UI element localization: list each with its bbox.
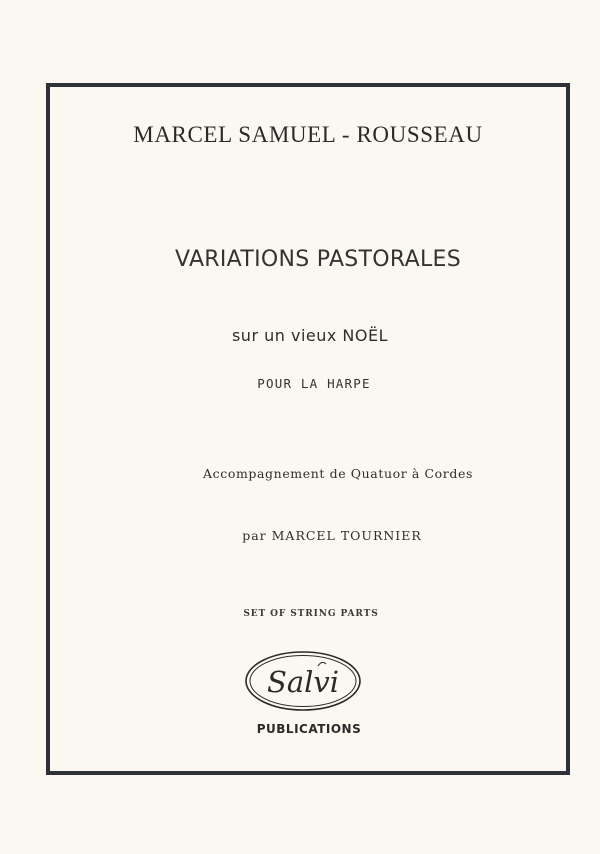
accompaniment-line: Accompagnement de Quatuor à Cordes [203,466,473,481]
work-title: VARIATIONS PASTORALES [175,247,461,272]
edition-line: SET OF STRING PARTS [243,609,379,619]
publisher-name: PUBLICATIONS [256,722,362,736]
salvi-logo-text: Salvi [266,665,340,699]
arranger-line: par MARCEL TOURNIER [242,528,422,543]
instrument-line: POUR LA HARPE [257,376,371,391]
composer-name: MARCEL SAMUEL - ROUSSEAU [133,122,483,147]
salvi-logo [244,650,362,712]
work-subtitle: sur un vieux NOËL [231,326,389,345]
